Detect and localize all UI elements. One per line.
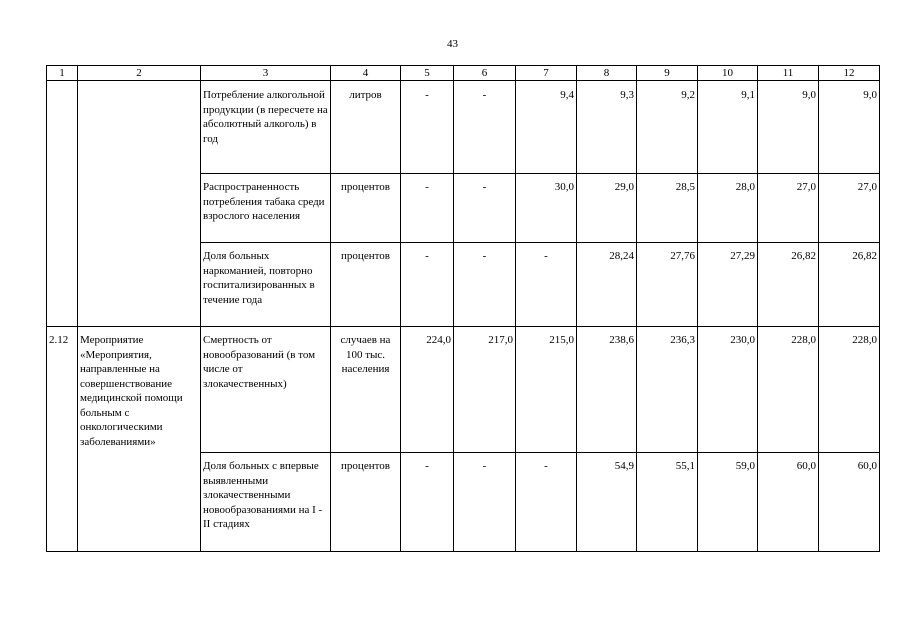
value-cell: 9,2 bbox=[637, 81, 698, 174]
value-cell: - bbox=[454, 174, 516, 243]
column-header: 10 bbox=[698, 66, 758, 81]
value-cell: 236,3 bbox=[637, 327, 698, 453]
column-header: 8 bbox=[577, 66, 637, 81]
indicator-cell: Потребление алкогольной продукции (в пересчете на абсолютный алкоголь) в год bbox=[201, 81, 331, 174]
value-cell: 9,3 bbox=[577, 81, 637, 174]
value-cell: 28,5 bbox=[637, 174, 698, 243]
column-header: 1 bbox=[47, 66, 78, 81]
value-cell: 215,0 bbox=[516, 327, 577, 453]
column-header: 4 bbox=[331, 66, 401, 81]
column-header: 2 bbox=[78, 66, 201, 81]
indicator-cell: Доля больных с впервые выявленными злокачественными новообразованиями на I - II стадиях bbox=[201, 453, 331, 552]
page-number: 43 bbox=[447, 38, 458, 50]
value-cell: 238,6 bbox=[577, 327, 637, 453]
unit-cell: процентов bbox=[331, 453, 401, 552]
value-cell: - bbox=[454, 81, 516, 174]
value-cell: 9,1 bbox=[698, 81, 758, 174]
value-cell: - bbox=[401, 81, 454, 174]
unit-cell: литров bbox=[331, 81, 401, 174]
value-cell: 27,29 bbox=[698, 243, 758, 327]
value-cell: 217,0 bbox=[454, 327, 516, 453]
value-cell: 27,0 bbox=[819, 174, 880, 243]
value-cell: 9,4 bbox=[516, 81, 577, 174]
column-header: 12 bbox=[819, 66, 880, 81]
header-row bbox=[47, 66, 880, 81]
value-cell: 27,76 bbox=[637, 243, 698, 327]
value-cell: 9,0 bbox=[758, 81, 819, 174]
value-cell: 60,0 bbox=[758, 453, 819, 552]
value-cell: 54,9 bbox=[577, 453, 637, 552]
table-row bbox=[47, 327, 880, 453]
indicator-cell: Смертность от новообразований (в том числе от злокачественных) bbox=[201, 327, 331, 453]
value-cell: - bbox=[401, 453, 454, 552]
value-cell: - bbox=[516, 453, 577, 552]
value-cell: 26,82 bbox=[819, 243, 880, 327]
value-cell: 27,0 bbox=[758, 174, 819, 243]
value-cell: 59,0 bbox=[698, 453, 758, 552]
column-header: 9 bbox=[637, 66, 698, 81]
indicators-table bbox=[46, 65, 880, 552]
unit-cell: случаев на 100 тыс. населения bbox=[331, 327, 401, 453]
value-cell: - bbox=[454, 243, 516, 327]
value-cell: 28,0 bbox=[698, 174, 758, 243]
value-cell: 228,0 bbox=[819, 327, 880, 453]
value-cell: 224,0 bbox=[401, 327, 454, 453]
value-cell: 29,0 bbox=[577, 174, 637, 243]
value-cell: 230,0 bbox=[698, 327, 758, 453]
value-cell: 30,0 bbox=[516, 174, 577, 243]
value-cell: 28,24 bbox=[577, 243, 637, 327]
column-header: 7 bbox=[516, 66, 577, 81]
row-number-cell: 2.12 bbox=[47, 327, 78, 552]
indicator-cell: Распространенность потребления табака среди взрослого населения bbox=[201, 174, 331, 243]
value-cell: - bbox=[401, 174, 454, 243]
value-cell: 26,82 bbox=[758, 243, 819, 327]
column-header: 3 bbox=[201, 66, 331, 81]
row-number-cell bbox=[47, 81, 78, 327]
value-cell: - bbox=[516, 243, 577, 327]
unit-cell: процентов bbox=[331, 243, 401, 327]
unit-cell: процентов bbox=[331, 174, 401, 243]
indicator-cell: Доля больных наркоманией, повторно госпитализированных в течение года bbox=[201, 243, 331, 327]
value-cell: - bbox=[454, 453, 516, 552]
value-cell: - bbox=[401, 243, 454, 327]
value-cell: 9,0 bbox=[819, 81, 880, 174]
column-header: 11 bbox=[758, 66, 819, 81]
table-row bbox=[47, 81, 880, 174]
event-cell: Мероприятие «Мероприятия, направленные на совершенствование медицинской помощи больным с онкологическими заболеваниями» bbox=[78, 327, 201, 552]
column-header: 6 bbox=[454, 66, 516, 81]
value-cell: 60,0 bbox=[819, 453, 880, 552]
value-cell: 228,0 bbox=[758, 327, 819, 453]
value-cell: 55,1 bbox=[637, 453, 698, 552]
event-cell bbox=[78, 81, 201, 327]
column-header: 5 bbox=[401, 66, 454, 81]
